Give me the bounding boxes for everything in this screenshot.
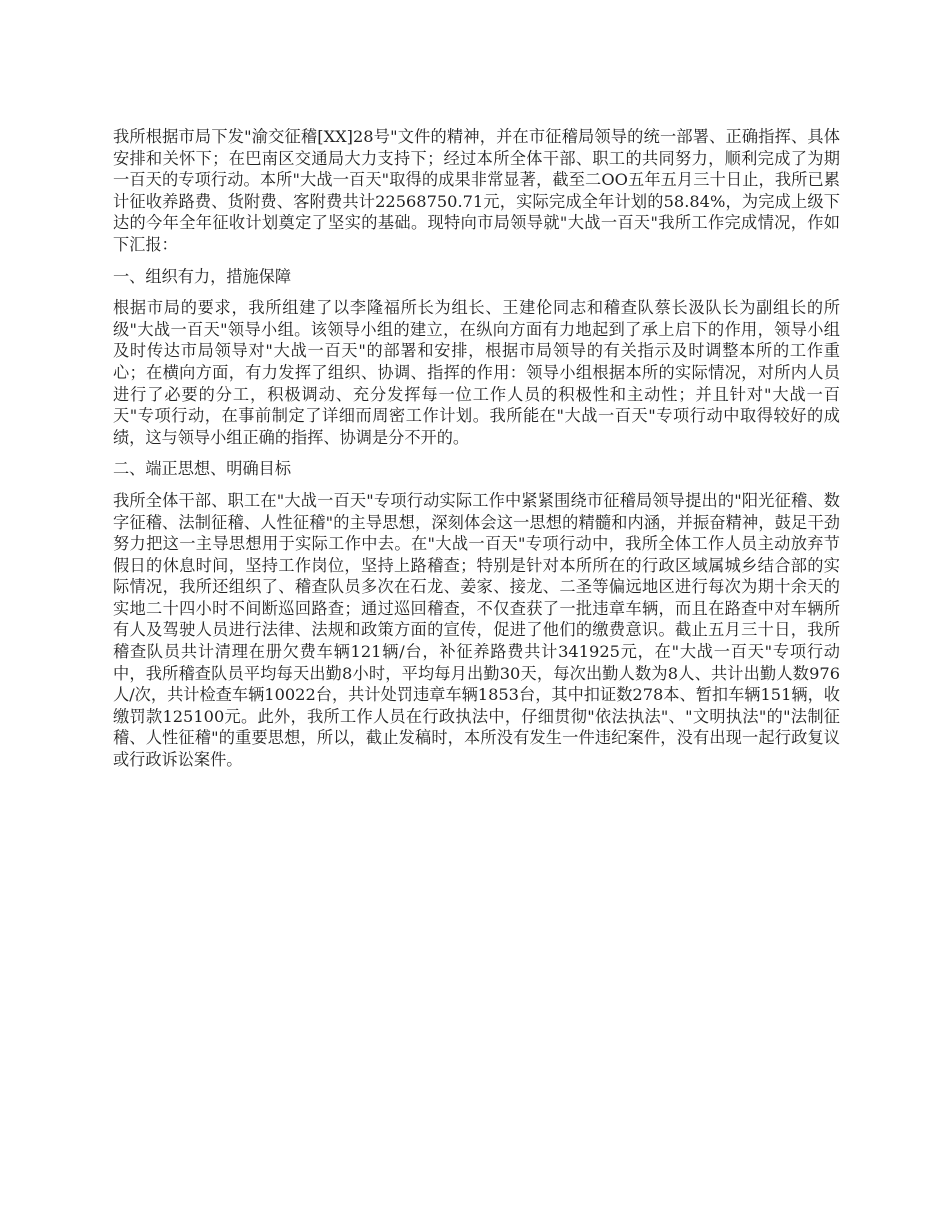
section-heading-2: 二、端正思想、明确目标	[113, 459, 292, 479]
section-1-paragraph: 根据市局的要求，我所组建了以李隆福所长为组长、王建伦同志和稽查队蔡长汲队长为副组长的所级"大战一百天"领导小组。该领导小组的建立，在纵向方面有力地起到了承上启下的作用，领导小组及时传达市局领导对"大战一百天"的部署和安排，根据市局领导的有关指示及时调整本所的工作重心；在横向方面，有力发挥了组织、协调、指挥的作用：领导小组根据本所的实际情况，对所内人员进行了必要的分工，积极调动、充分发挥每一位工作人员的积极性和主动性；并且针对"大战一百天"专项行动，在事前制定了详细而周密工作计划。我所能在"大战一百天"专项行动中取得较好的成绩，这与领导小组正确的指挥、协调是分不开的。	[113, 298, 840, 447]
document-body	[113, 126, 840, 781]
section-heading-1: 一、组织有力，措施保障	[113, 266, 292, 286]
intro-paragraph: 我所根据市局下发"渝交征稽[XX]28号"文件的精神，并在市征稽局领导的统一部署、正确指挥、具体安排和关怀下；在巴南区交通局大力支持下；经过本所全体干部、职工的共同努力，顺利完成了为期一百天的专项行动。本所"大战一百天"取得的成果非常显著，截至二OO五年五月三十日止，我所已累计征收养路费、货附费、客附费共计22568750.71元，实际完成全年计划的58.84%，为完成上级下达的今年全年征收计划奠定了坚实的基础。现特向市局领导就"大战一百天"我所工作完成情况，作如下汇报：	[113, 127, 840, 254]
section-2-paragraph: 我所全体干部、职工在"大战一百天"专项行动实际工作中紧紧围绕市征稽局领导提出的"阳光征稽、数字征稽、法制征稽、人性征稽"的主导思想，深刻体会这一思想的精髓和内涵，并振奋精神，鼓足干劲努力把这一主导思想用于实际工作中去。在"大战一百天"专项行动中，我所全体工作人员主动放弃节假日的休息时间，坚持工作岗位，坚持上路稽查；特别是针对本所所在的行政区域属城乡结合部的实际情况，我所还组织了、稽查队员多次在石龙、姜家、接龙、二圣等偏远地区进行每次为期十余天的实地二十四小时不间断巡回路查；通过巡回稽查，不仅查获了一批违章车辆，而且在路查中对车辆所有人及驾驶人员进行法律、法规和政策方面的宣传，促进了他们的缴费意识。截止五月三十日，我所稽查队员共计清理在册欠费车辆121辆/台，补征养路费共计341925元，在"大战一百天"专项行动中，我所稽查队员平均每天出勤8小时，平均每月出勤30天，每次出勤人数为8人、共计出勤人数976人/次，共计检查车辆10022台，共计处罚违章车辆1853台，其中扣证数278本、暂扣车辆151辆，收缴罚款125100元。此外，我所工作人员在行政执法中，仔细贯彻"依法执法"、"文明执法"的"法制征稽、人性征稽"的重要思想，所以，截止发稿时，本所没有发生一件违纪案件，没有出现一起行政复议或行政诉讼案件。	[113, 490, 840, 770]
